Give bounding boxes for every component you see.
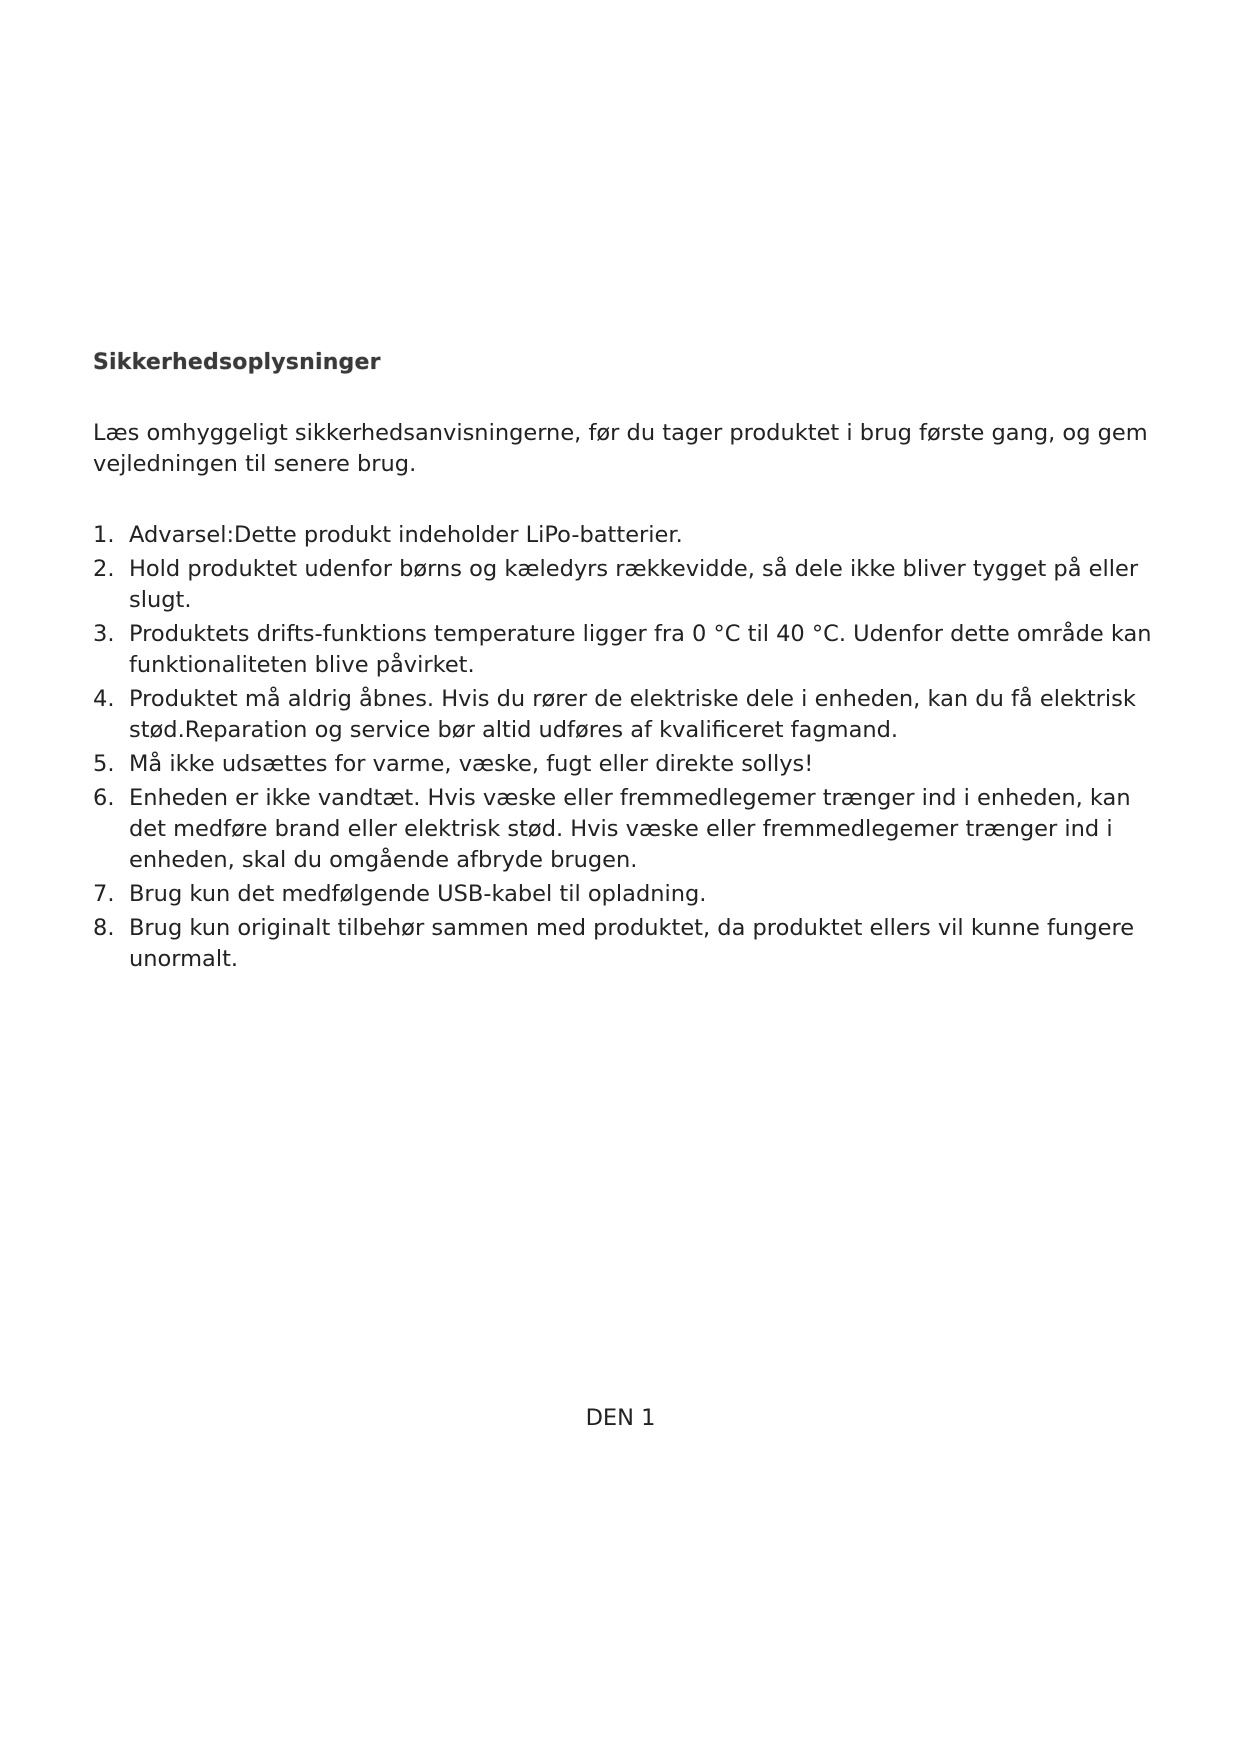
list-item-text: Må ikke udsættes for varme, væske, fugt eller direkte sollys!	[129, 751, 814, 777]
list-item-number: 6.	[93, 785, 115, 811]
list-item-number: 3.	[93, 621, 115, 647]
list-item-text: Brug kun originalt tilbehør sammen med produktet, da produktet ellers vil kunne fungere unormalt.	[129, 915, 1135, 972]
list-item-text: Produktet må aldrig åbnes. Hvis du rører de elektriske dele i enheden, kan du få elektrisk stød.Reparation og service bør altid udføres af kvalificeret fagmand.	[129, 686, 1136, 743]
list-item	[93, 684, 1173, 746]
section-heading: Sikkerhedsoplysninger	[93, 350, 381, 375]
list-item-text: Hold produktet udenfor børns og kæledyrs rækkevidde, så dele ikke bliver tygget på eller slugt.	[129, 556, 1139, 613]
list-item-number: 8.	[93, 915, 115, 941]
list-item-number: 7.	[93, 881, 115, 907]
page-number: DEN 1	[585, 1405, 656, 1431]
list-item	[93, 554, 1173, 616]
list-item-number: 4.	[93, 686, 115, 712]
list-item-number: 1.	[93, 522, 115, 548]
list-item-number: 5.	[93, 751, 115, 777]
list-item	[93, 879, 1173, 910]
list-item	[93, 783, 1173, 876]
list-item	[93, 913, 1173, 975]
list-item-text: Produktets drifts-funktions temperature ligger fra 0 °C til 40 °C. Udenfor dette område kan funktionaliteten blive påvirket.	[129, 621, 1152, 678]
list-item	[93, 749, 1173, 780]
list-item-text: Brug kun det medfølgende USB-kabel til opladning.	[129, 881, 707, 907]
list-item	[93, 619, 1173, 681]
list-item-text: Advarsel:Dette produkt indeholder LiPo-batterier.	[129, 522, 683, 548]
intro-paragraph: Læs omhyggeligt sikkerhedsanvisningerne, før du tager produktet i brug første gang, og gem vejledningen til senere brug.	[93, 420, 1148, 477]
list-item	[93, 520, 1173, 551]
list-item-text: Enheden er ikke vandtæt. Hvis væske eller fremmedlegemer trænger ind i enheden, kan det medføre brand eller elektrisk stød. Hvis væske eller fremmedlegemer trænger ind i enheden, skal du omgående afbryde brugen.	[129, 785, 1131, 873]
safety-list	[93, 520, 1173, 978]
list-item-number: 2.	[93, 556, 115, 582]
